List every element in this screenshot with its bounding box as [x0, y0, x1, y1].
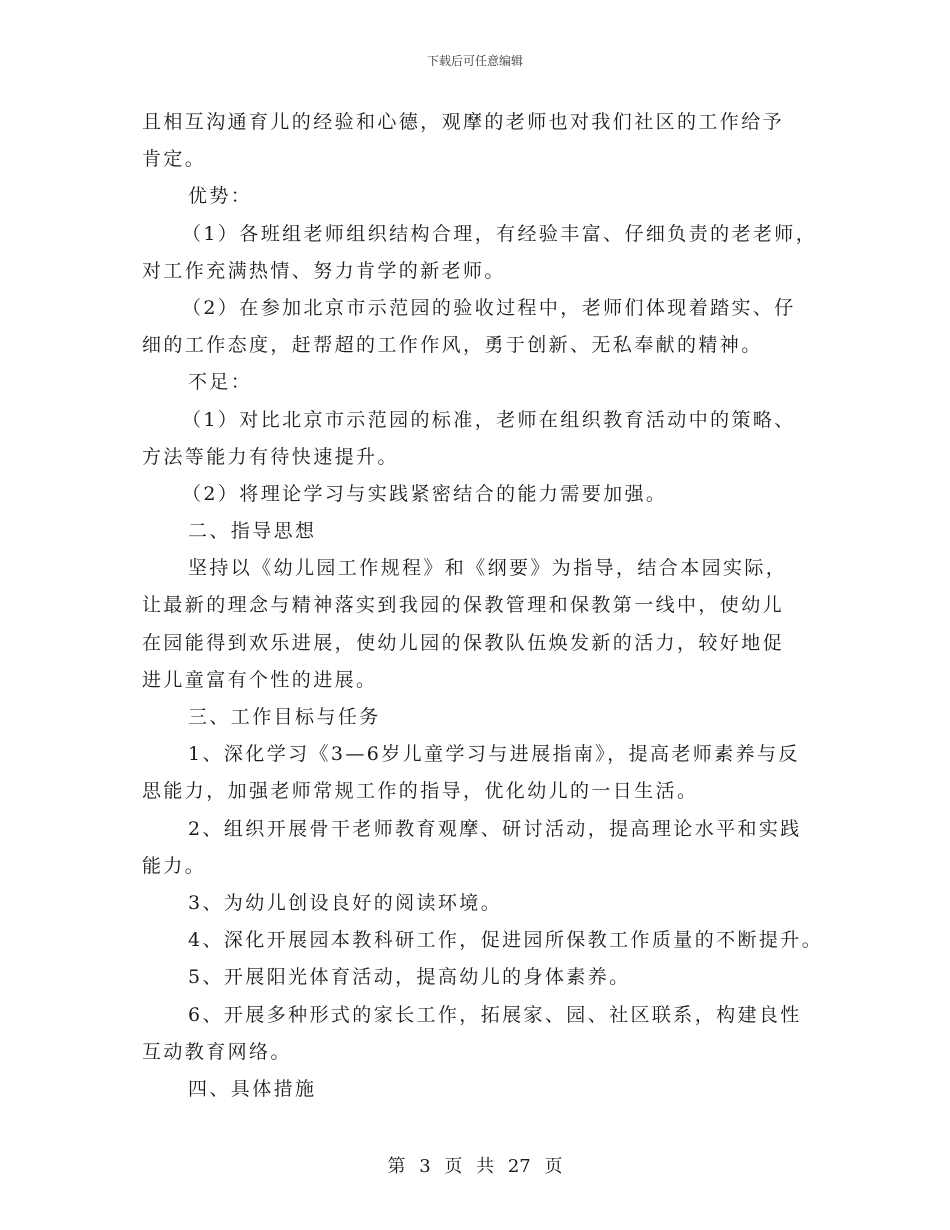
- text-line: 思能力，加强老师常规工作的指导，优化幼儿的一日生活。: [142, 780, 699, 803]
- text-line: 二、指导思想: [188, 520, 317, 543]
- text-line: 5、开展阳光体育活动，提高幼儿的身体素养。: [188, 966, 631, 989]
- text-line: 优势：: [188, 185, 253, 208]
- text-line: 3、为幼儿创设良好的阅读环境。: [188, 891, 503, 914]
- text-line: 2、组织开展骨干老师教育观摩、研讨活动，提高理论水平和实践: [188, 817, 802, 840]
- text-line: 1、深化学习《3—6岁儿童学习与进展指南》，提高老师素养与反: [188, 743, 800, 766]
- document-body: [142, 104, 842, 1108]
- text-line: 让最新的理念与精神落实到我园的保教管理和保教第一线中，使幼儿: [142, 594, 785, 617]
- text-line: 能力。: [142, 854, 207, 877]
- text-line: （2）在参加北京市示范园的验收过程中，老师们体现着踏实、仔: [182, 296, 796, 319]
- text-line: 且相互沟通育儿的经验和心德，观摩的老师也对我们社区的工作给予: [142, 111, 785, 133]
- text-line: 互动教育网络。: [142, 1040, 292, 1063]
- text-line: （1）对比北京市示范园的标准，老师在组织教育活动中的策略、: [182, 408, 796, 431]
- text-line: （2）将理论学习与实践紧密结合的能力需要加强。: [182, 482, 668, 505]
- text-line: 细的工作态度，赶帮超的工作作风，勇于创新、无私奉献的精神。: [142, 334, 763, 357]
- text-line: （1）各班组老师组织结构合理，有经验丰富、仔细负责的老老师，: [182, 222, 818, 245]
- text-line: 在园能得到欢乐进展，使幼儿园的保教队伍焕发新的活力，较好地促: [142, 631, 785, 654]
- text-line: 对工作充满热情、努力肯学的新老师。: [142, 259, 506, 282]
- text-line: 肯定。: [142, 148, 207, 171]
- text-line: 方法等能力有待快速提升。: [142, 445, 399, 468]
- text-line: 6、开展多种形式的家长工作，拓展家、园、社区联系，构建良性: [188, 1003, 802, 1026]
- text-line: 4、深化开展园本教科研工作，促进园所保教工作质量的不断提升。: [188, 929, 824, 952]
- page-footer: 第 3 页 共 27 页: [387, 1156, 563, 1177]
- text-line: 进儿童富有个性的进展。: [142, 668, 378, 691]
- text-line: 不足：: [188, 371, 253, 394]
- text-line: 坚持以《幼儿园工作规程》和《纲要》为指导，结合本园实际，: [188, 557, 788, 580]
- text-line: 三、工作目标与任务: [188, 706, 381, 728]
- page-header: 下载后可任意编辑: [426, 54, 523, 68]
- text-line: 四、具体措施: [188, 1077, 317, 1100]
